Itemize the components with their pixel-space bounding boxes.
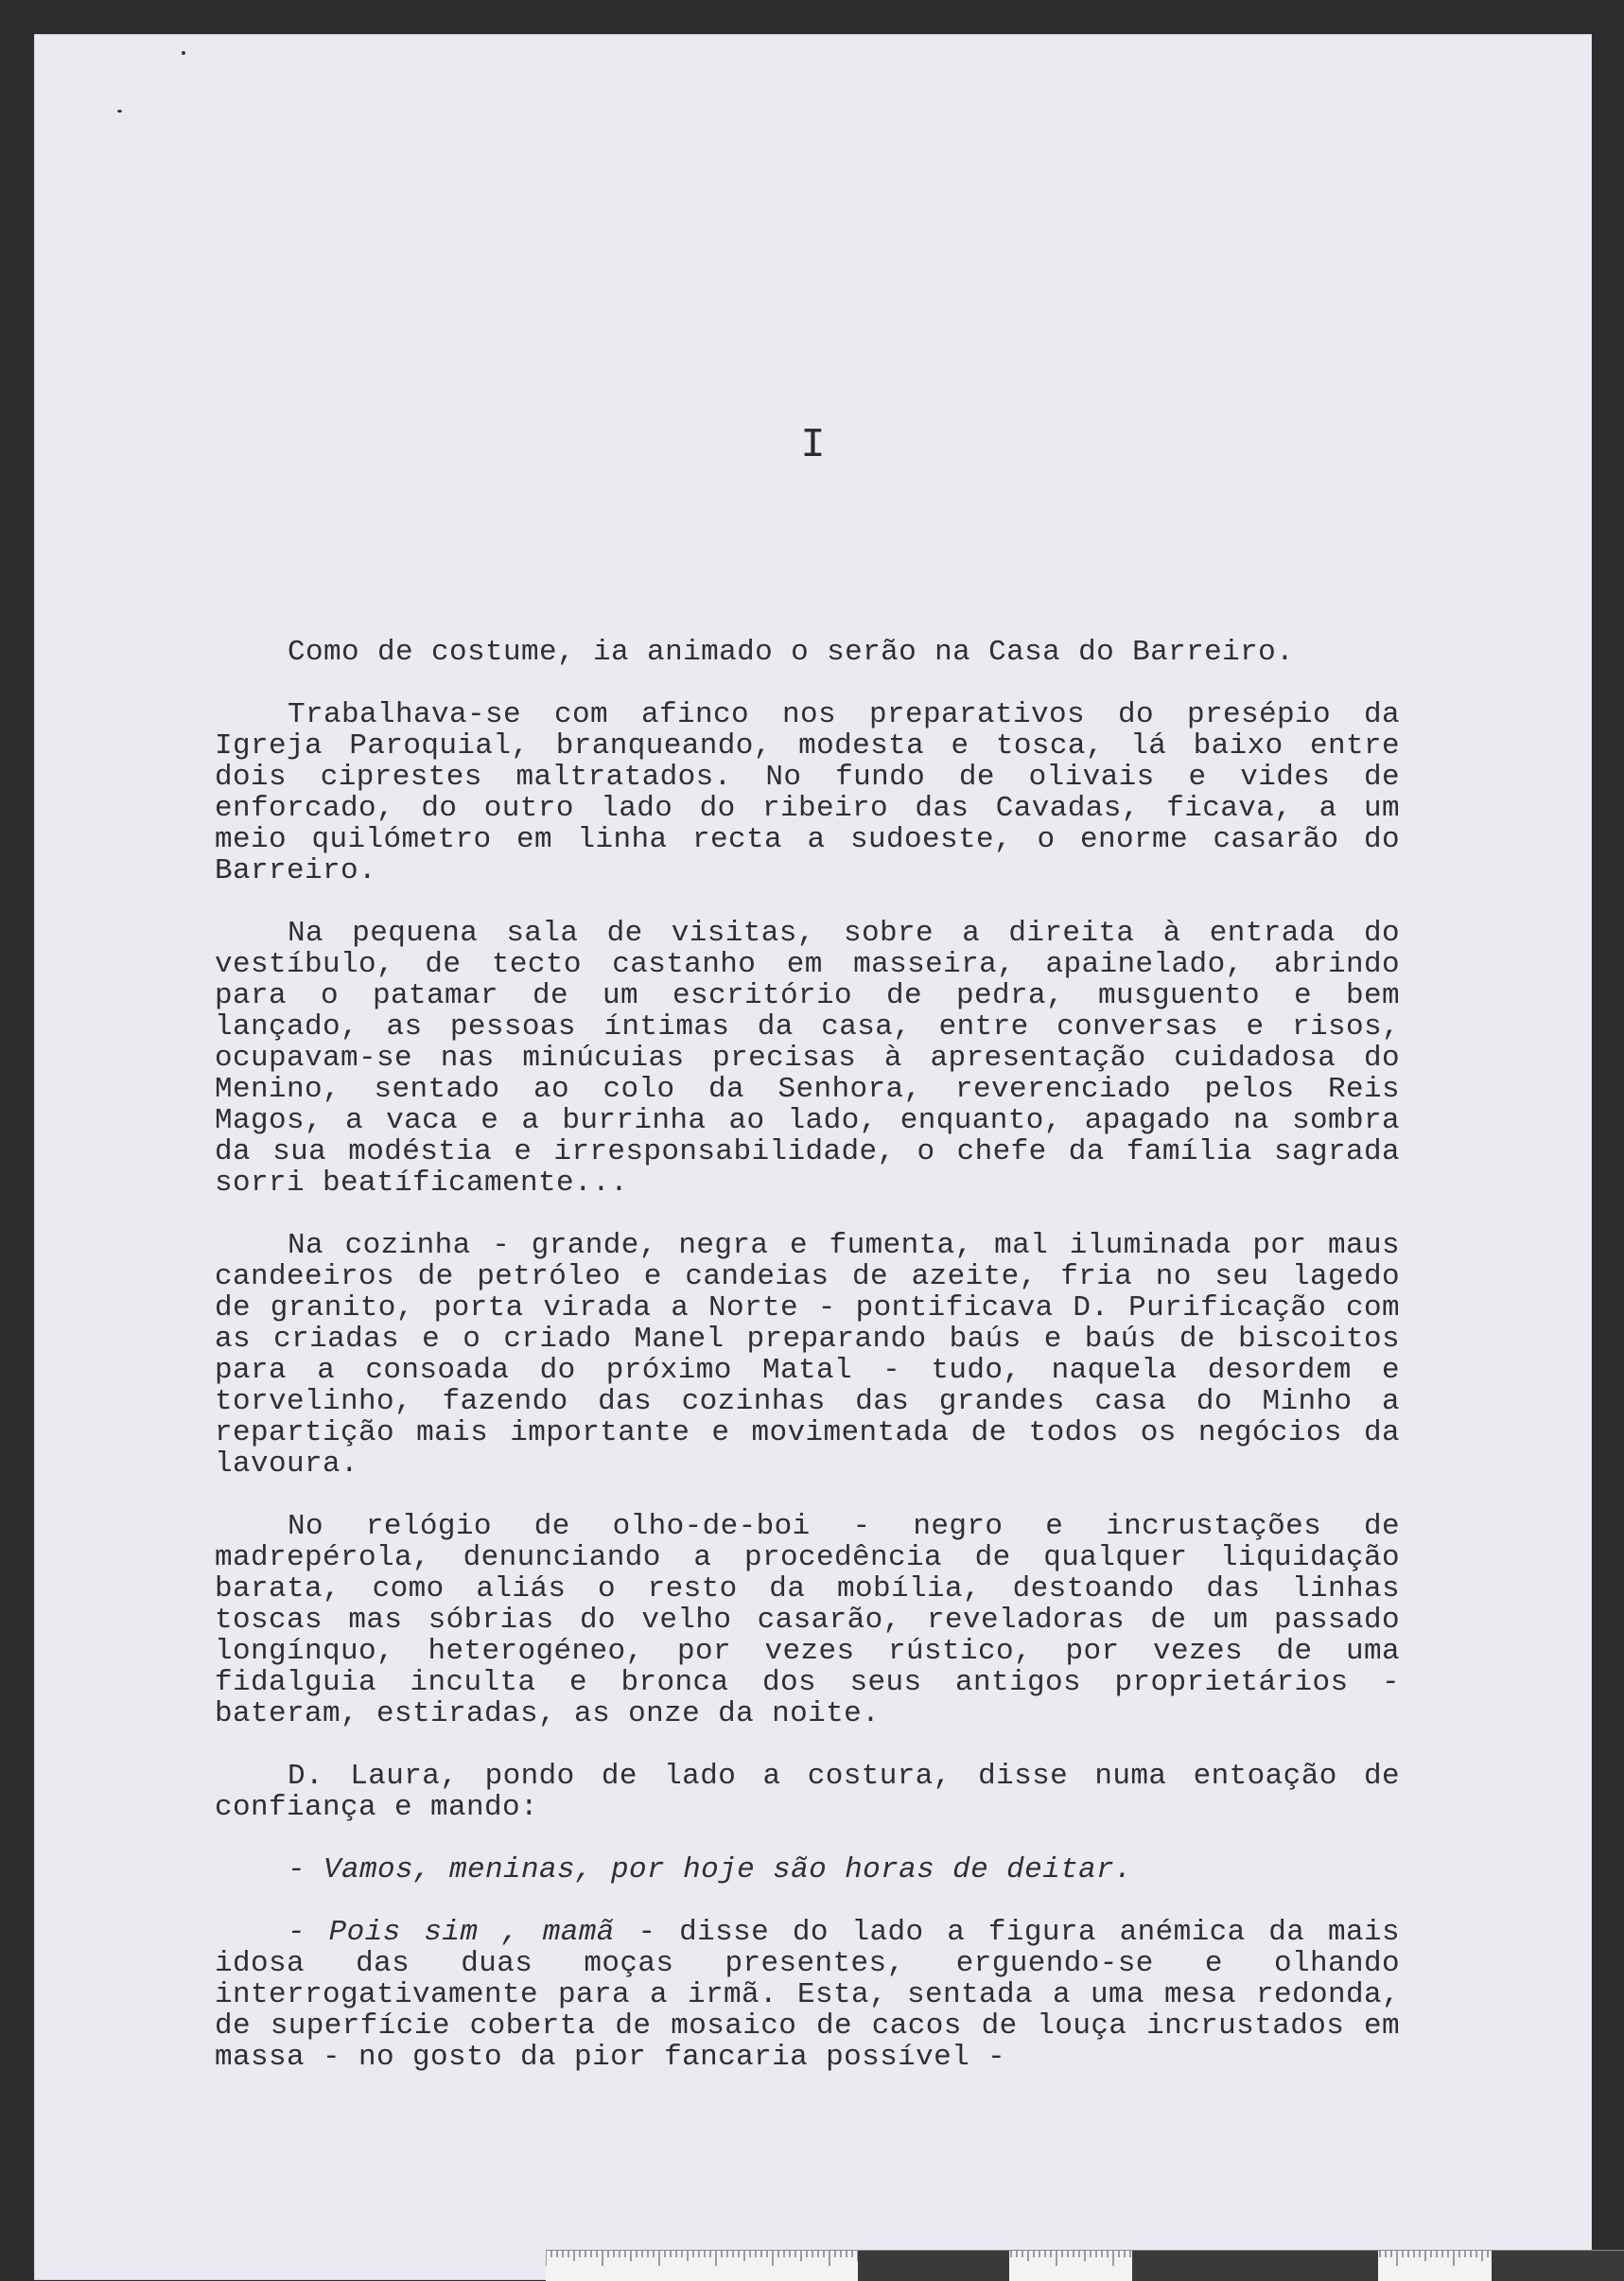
- ruler-ticks: [546, 2251, 1624, 2281]
- ruler-dark-segment: [1132, 2251, 1378, 2281]
- paragraph: Trabalhava-se com afinco nos preparativos do presépio da Igreja Paroquial, branqueando, modesta e tosca, lá baixo entre dois ciprestes maltratados. No fundo de olivais e vides de enforcado, do outro lado do ribeiro das Cavadas, ficava, a um meio quilómetro em linha recta a sudoeste, o enorme casarão do Barreiro.: [215, 698, 1400, 887]
- paragraph: Como de costume, ia animado o serão na Casa do Barreiro.: [288, 636, 1295, 669]
- paragraph: No relógio de olho-de-boi - negro e incrustações de madrepérola, denunciando a procedência de qualquer liquidação barata, como aliás o resto da mobília, destoando das linhas toscas mas sóbrias do velho casarão, reveladoras de um passado longínquo, heterogéneo, por vezes rústico, por vezes de uma fidalguia inculta e bronca dos seus antigos proprietários - bateram, estiradas, as onze da noite.: [215, 1510, 1400, 1730]
- paragraph-rest: - disse do lado a figura anémica da mais idosa das duas moças presentes, erguendo-se e olhando interrogativamente para a irmã. Esta, sentada a uma mesa redonda, de superfície coberta de mosaico de cacos de louça incrustados em massa - no gosto da pior fancaria possível -: [215, 1916, 1400, 2074]
- body-text: [215, 637, 1400, 2104]
- dialogue-italic: - Pois sim , mamã: [288, 1916, 615, 1949]
- paragraph: [215, 1917, 1400, 2073]
- paragraph: Na cozinha - grande, negra e fumenta, mal iluminada por maus candeeiros de petróleo e candeias de azeite, fria no seu lagedo de granito, porta virada a Norte - pontificava D. Purificação com as criadas e o criado Manel preparando baús e baús de biscoitos para a consoada do próximo Matal - tudo, naquela desordem e torvelinho, fazendo das cozinhas das grandes casa do Minho a repartição mais importante e movimentada de todos os negócios da lavoura.: [215, 1229, 1400, 1481]
- measurement-ruler: [546, 2250, 1624, 2281]
- paper-speck: [117, 110, 122, 113]
- dialogue-line: - Vamos, meninas, por hoje são horas de deitar.: [288, 1853, 1133, 1886]
- paper-speck: [182, 51, 185, 55]
- ruler-dark-segment: [858, 2251, 1009, 2281]
- ruler-dark-segment: [1492, 2251, 1624, 2281]
- paragraph: D. Laura, pondo de lado a costura, disse numa entoação de confiança e mando:: [215, 1760, 1400, 1824]
- document-page: [34, 34, 1592, 2280]
- paragraph: Na pequena sala de visitas, sobre a direita à entrada do vestíbulo, de tecto castanho em masseira, apainelado, abrindo para o patamar de um escritório de pedra, musguento e bem lançado, as pessoas íntimas da casa, entre conversas e risos, ocupavam-se nas minúcuias precisas à apresentação cuidadosa do Menino, sentado ao colo da Senhora, reverenciado pelos Reis Magos, a vaca e a burrinha ao lado, enquanto, apagado na sombra da sua modéstia e irresponsabilidade, o chefe da família sagrada sorri beatíficamente...: [215, 917, 1400, 1200]
- chapter-number: I: [800, 422, 826, 469]
